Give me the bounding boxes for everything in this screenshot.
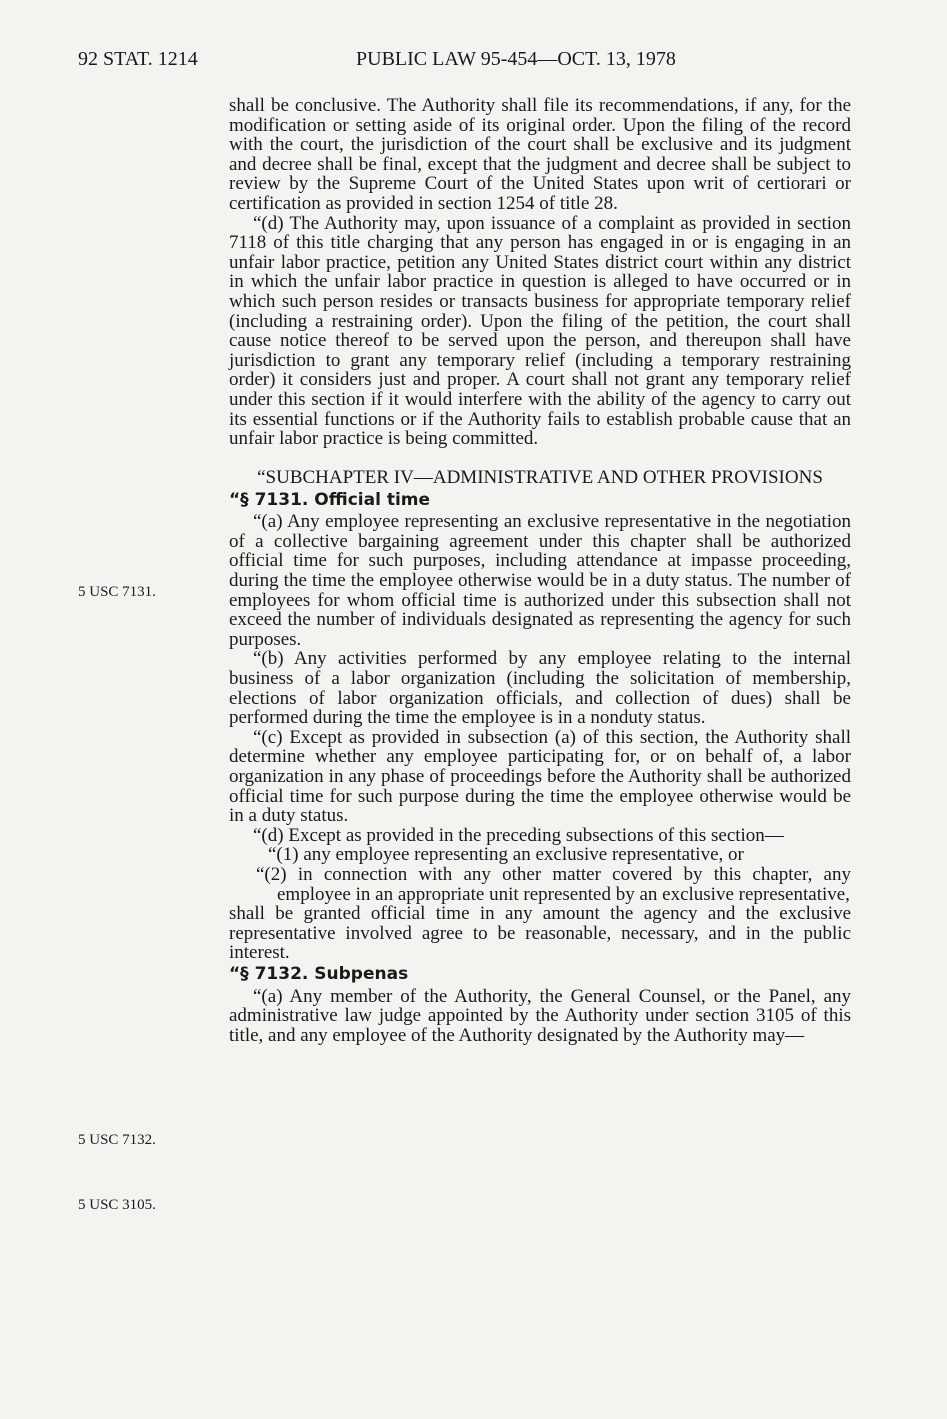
body-text: [229, 96, 851, 1045]
paragraph-conclusive: shall be conclusive. The Authority shall file its recommendations, if any, for the modification or setting aside of its original order. Upon the filing of the record with the court, the jurisdiction of the court shall be exclusive and its judgment and decree shall be final, except that the judgment and decree shall be subject to review by the Supreme Court of the United States upon writ of certiorari or certification as provided in section 1254 of title 28.: [229, 95, 851, 214]
paragraph-7131-a: “(a) Any employee representing an exclusive representative in the negotiation of a collective bargaining agreement under this chapter shall be authorized official time for such purposes, including attendance at impasse proceeding, during the time the employee otherwise would be in a duty status. The number of employees for whom official time is authorized under this subsection shall not exceed the number of individuals designated as representing the agency for such purposes.: [229, 511, 851, 650]
clause-d-1: “(1) any employee representing an exclusive representative, or: [268, 844, 744, 866]
paragraph-7132-a: “(a) Any member of the Authority, the General Counsel, or the Panel, any administrative law judge appointed by the Authority under section 3105 of this title, and any employee of the Authority designated by the Authority may—: [229, 985, 851, 1046]
section-7131-heading: “§ 7131. Official time: [229, 489, 431, 510]
paragraph-d-temporary-relief: “(d) The Authority may, upon issuance of a complaint as provided in section 7118 of this title charging that any person has engaged in or is engaging in an unfair labor practice, petition any United States district court within any district in which the unfair labor practice in question is alleged to have occurred or in which such person resides or transacts business for appropriate temporary relief (including a restraining order). Upon the filing of the petition, the court shall cause notice thereof to be served upon the person, and thereupon shall have jurisdiction to grant any temporary relief (including a temporary restraining order) it considers just and proper. A court shall not grant any temporary relief under this section if it would interfere with the ability of the agency to carry out its essential functions or if the Authority fails to establish probable cause that an unfair labor practice is being committed.: [229, 212, 851, 450]
public-law-title: PUBLIC LAW 95-454—OCT. 13, 1978: [356, 48, 676, 70]
margin-note-5usc3105: 5 USC 3105.: [78, 1197, 156, 1213]
margin-note-5usc7132: 5 USC 7132.: [78, 1132, 156, 1148]
paragraph-7131-d-tail: shall be granted official time in any amount the agency and the exclusive representative involved agree to be reasonable, necessary, and in the public interest.: [229, 903, 851, 964]
paragraph-7131-c: “(c) Except as provided in subsection (a) of this section, the Authority shall determine whether any employee participating for, or on behalf of, a labor organization in any phase of proceedings before the Authority shall be authorized official time for such purpose during the time the employee otherwise would be in a duty status.: [229, 726, 851, 827]
paragraph-7131-d: “(d) Except as provided in the preceding subsections of this section—: [253, 824, 784, 846]
page-header: [78, 48, 878, 78]
paragraph-7131-b: “(b) Any activities performed by any employee relating to the internal business of a labor organization (including the solicitation of membership, elections of labor organization officials, and collection of dues) shall be performed during the time the employee is in a nonduty status.: [229, 648, 851, 729]
statute-page-number: 92 STAT. 1214: [78, 48, 198, 70]
section-7132-heading: “§ 7132. Subpenas: [229, 963, 409, 984]
margin-note-5usc7131: 5 USC 7131.: [78, 584, 156, 600]
clause-d-2: “(2) in connection with any other matter covered by this chapter, any employee in an appropriate unit represented by an exclusive representative,: [256, 863, 851, 905]
subchapter-heading: “SUBCHAPTER IV—ADMINISTRATIVE AND OTHER PROVISIONS: [257, 466, 823, 488]
